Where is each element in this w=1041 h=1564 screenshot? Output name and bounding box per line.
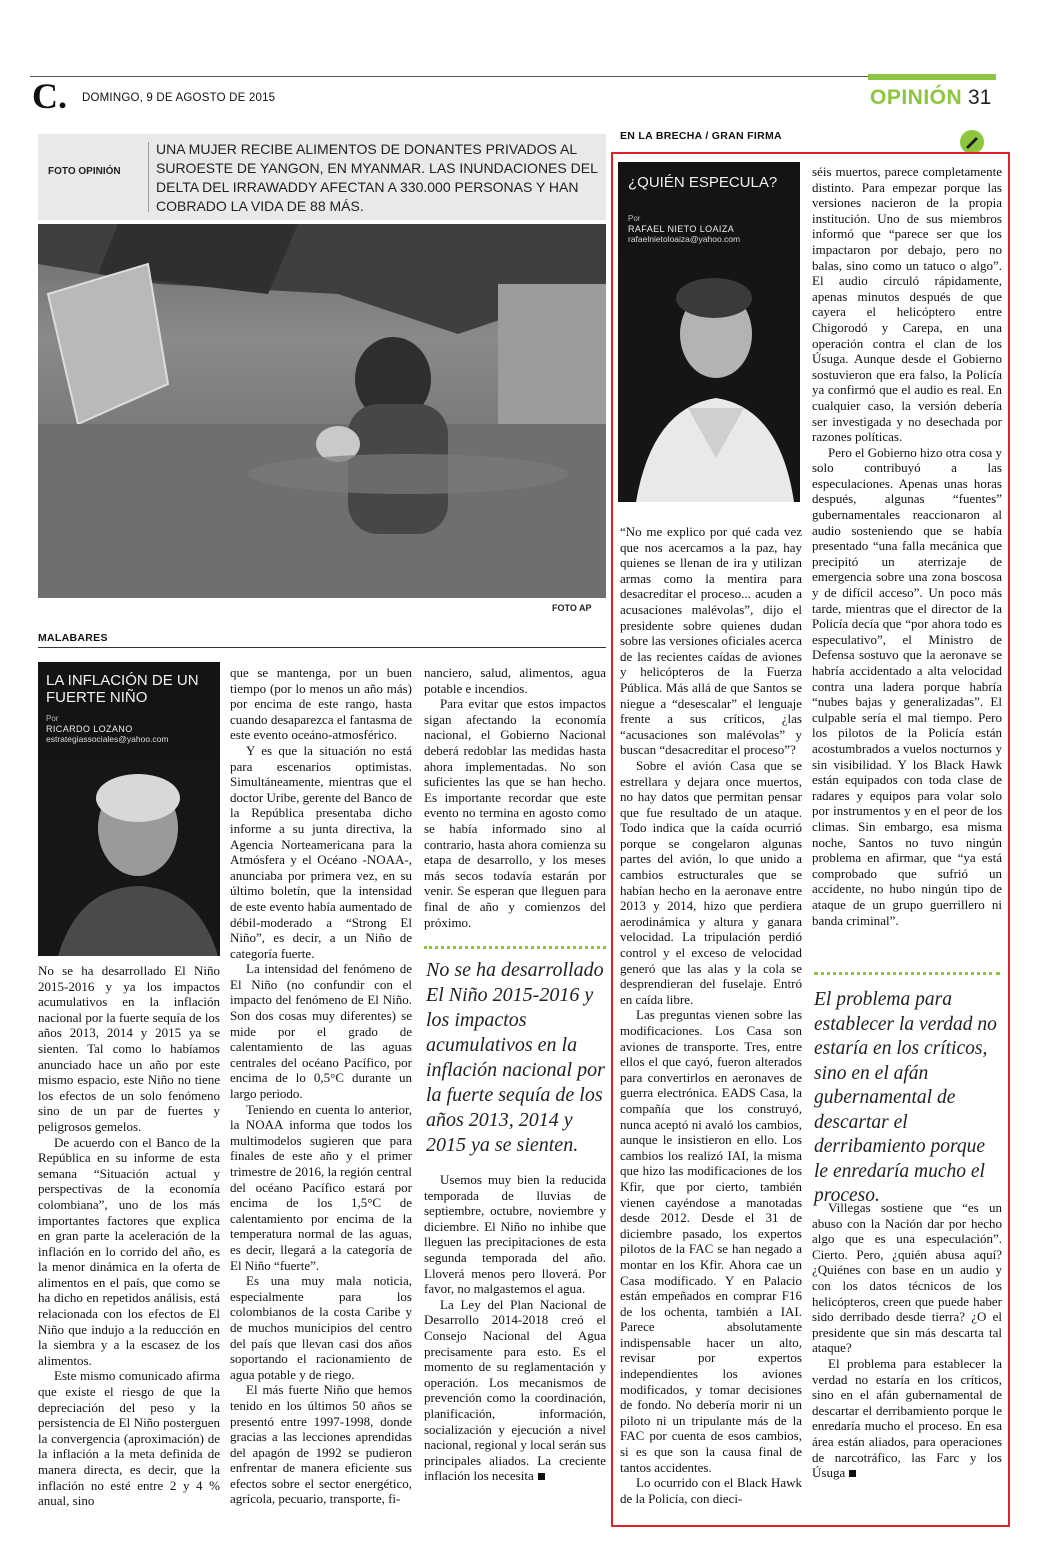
brecha-column-1 (620, 524, 802, 1506)
malabares-email: estrategiassociales@yahoo.com (46, 734, 169, 744)
page-number: 31 (968, 86, 992, 109)
photo-label: FOTO OPINIÓN (48, 166, 121, 177)
green-pen-badge-icon (960, 130, 984, 154)
malabares-col1-p2: De acuerdo con el Banco de la República en su informe de esta semana “Situación actual y perspectivas de la economía colombiana”, uno de los más importantes factores que explica en gran parte la aceleración de la inflación en lo corrido del año, es la menor dinámica en la oferta de alimentos en el país, que como se ha dicho en repetidos análisis, está relacionada con los efectos de El Niño que indujo a la reducción en la siembra y a la escasez de los alimentos. (38, 1134, 220, 1368)
brecha-col2b-p1: Villegas sostiene que “es un abuso con la Nación dar por hecho algo que es una especulación”. Cierto. Pero, ¿quién abusa aquí? ¿Quiénes con base en un audio y con los datos técnicos de los helicópteros, creen que puede haber sido derribado desde tierra? ¿O el presidente que sin más descarta tal ataque? (812, 1200, 1002, 1356)
brecha-col2-p1: séis muertos, parece completamente distinto. Para empezar porque las versiones nacieron de la propia institución. Uno de sus miembros informó que “parece ser que los impactaron por debajo, pero no balas, sino como un tatuco o algo”. El audio circuló rápidamente, apenas minutos después de que cayera el helicóptero entre Chigorodó y Carepa, en una operación contra el clan de los Úsuga. Aunque desde el Gobierno sostuvieron que era falso, la Policía ya confirmó que el audio es real. En cualquier caso, la versión debería ser investigada y no desechada por razones políticas. (812, 164, 1002, 445)
brecha-col1-p4: Lo ocurrido con el Black Hawk de la Policía, con dieci- (620, 1475, 802, 1506)
brecha-column-2b (812, 1200, 1002, 1481)
brecha-pull-rule (814, 972, 1000, 975)
malabares-col2-p1: que se mantenga, por un buen tiempo (por lo menos un año más) por encima de este rango, hasta cuando desaparezca el fantasma de este evento oceáno-atmosférico. (230, 665, 412, 743)
logo-text: C. (32, 76, 67, 116)
brecha-col2-p2: Pero el Gobierno hizo otra cosa y solo contribuyó a las especulaciones. Apenas unas horas después, algunas “fuentes” gubernamentales reaccionaron al audio sosteniendo que se había presentado “una falla mecánica que precipitó un aterrizaje de emergencia sobre una zona boscosa y de difícil acceso”. Un poco más tarde, mientras que el director de la Policía decía que “por ahora todo es especulativo”, el Ministro de Defensa sostuvo que la aeronave se habría accidentado a alta velocidad contra una ladera porque habría “nubes bajas y generalizadas”. El culpable sería el mal tiempo. Pero los pilotos de la Policía están acostumbrados a vuelos nocturnos y sin visibilidad. Y los Black Hawk están equipados con toda clase de radares y equipos para volar solo por instrumentos y en el peor de los climas. Sin embargo, esa misma noche, Santos no tuvo ningún problema en afirmar, que “ya está comprobado que sufrió un accidente, no hubo ningún tipo de ataque de un grupo guerrillero ni banda criminal”. (812, 444, 1003, 928)
brecha-author: RAFAEL NIETO LOAIZA (628, 224, 735, 234)
malabares-col1-p1: No se ha desarrollado El Niño 2015-2016 y ya los impactos acumulativos en la inflación nacional por la fuerte sequía de los años 2013, 2014 y 2015 ya se sienten. Tal como lo habíamos anunciado hace un año por este mismo espacio, este Niño no tiene los efectos de un solo fenómeno sino de un par de fuertes y peligrosos gemelos. (38, 963, 220, 1134)
photo-caption: UNA MUJER RECIBE ALIMENTOS DE DONANTES PRIVADOS AL SUROESTE DE YANGON, EN MYANMAR. LAS INUNDACIONES DEL DELTA DEL IRRAWADDY AFECTAN A 330.000 PERSONAS Y HAN COBRADO LA VIDA DE 88 MÁS. (156, 141, 598, 214)
masthead-date: DOMINGO, 9 DE AGOSTO DE 2015 (82, 92, 276, 104)
malabares-author: RICARDO LOZANO (46, 724, 133, 734)
malabares-column-2 (230, 665, 412, 1507)
photo-caption-divider (148, 142, 149, 212)
photo-credit: FOTO AP (552, 603, 592, 613)
masthead-rule (30, 76, 996, 77)
malabares-col2-p3: La intensidad del fenómeno de El Niño (no confundir con el impacto del fenómeno de El Niño. Son dos cosas muy diferentes) se mide por el grado de calentamiento de las aguas centrales del océano Pacífico, por encima de lo 0,5°C durante un largo periodo. (230, 961, 412, 1102)
brecha-col1-p2: Sobre el avión Casa que se estrellara y dejara once muertos, no hay datos que permitan pensar que fue resultado de un ataque. Todo indica que la caída ocurrió porque se congelaron algunas partes del avión, lo que unido a cambios estructurales que se habían hecho en la aeronave entre 2013 y 2014, hizo que perdiera aerodinámica y altura y ganara velocidad. La tripulación perdió control y el exceso de velocidad generó que las alas y la cola se desprendieran del fuselaje. Entró en caída libre. (620, 757, 802, 1007)
malabares-label: MALABARES (38, 632, 108, 644)
malabares-column-3a (424, 665, 606, 930)
section-name: OPINIÓN (870, 86, 963, 109)
end-mark-icon (538, 1473, 545, 1480)
masthead (30, 76, 996, 116)
brecha-column-2 (812, 164, 1002, 928)
malabares-author-box (38, 662, 220, 956)
malabares-pullquote: No se ha desarrollado El Niño 2015-2016 y los impactos acumulativos en la inflación nacional por la fuerte sequía de los años 2013, 2014 y 2015 ya se sienten. (426, 959, 605, 1156)
malabares-title: LA INFLACIÓN DE UN FUERTE NIÑO (46, 672, 199, 706)
author-portrait-nieto (618, 258, 800, 502)
photo-caption-block (38, 134, 606, 220)
malabares-col3-p2: Para evitar que estos impactos sigan afectando la economía nacional, el Gobierno Nacional deberá redoblar las medidas hasta ahora implementadas. No son suficientes las que se han hecho. Es importante recordar que este evento no termina en agosto como se había informado sino al contrario, hasta ahora comienza su etapa de desarrollo, y los meses más secos todavía estarán por venir. Se esperan que lleguen para final de año y comienzos del próximo. (424, 696, 606, 930)
brecha-col1-p3: Las preguntas vienen sobre las modificaciones. Los Casa son aviones de transporte. Tres, entre ellos el que cayó, fueron alterados para convertirlos en aeronaves de guerra electrónica. EADS Casa, la compañía que los construyó, nunca aceptó ni avaló los cambios, aunque le insistieron en ello. Los cambios los realizó IAI, la misma que hizo las modificaciones de los Kfir, que por cierto, también vienen cayéndose a manotadas desde 2012. Desde el 31 de diciembre pasado, los expertos pilotos de la FAC se han negado a montar en los Kfir. Ahora cae un Casa modificado. Y en Palacio están empeñados en comprar F16 de los ochenta, también a IAI. Parece absolutamente indispensable hacer un alto, revisar por expertos independientes los aviones modificados, y tomar decisiones de fondo. No debería morir ni un piloto ni un tripulante más de la FAC por cuenta de esos cambios, si es que son la causa final de tantos accidentes. (620, 1007, 802, 1475)
brecha-title: ¿QUIÉN ESPECULA? (628, 174, 778, 191)
malabares-col2-p6: El más fuerte Niño que hemos tenido en los últimos 50 años se presentó entre 1997-1998, donde gracias a las lecciones aprendidas del apagón de 1992 se pudieron enfrentar de manera eficiente sus efectos sobre el sector energético, agrícola, pecuario, transporte, fi- (230, 1382, 412, 1507)
malabares-column-1 (38, 963, 220, 1509)
brecha-author-box (618, 162, 800, 502)
brecha-col1-p1: “No me explico por qué cada vez que nos acercamos a la paz, hay quienes se llenan de ira y utilizan armas como la mentira para desacreditar el proceso... acuden a acusaciones malévolas”, dijo el presidente sobre quienes dudan sobre las versiones oficiales acerca de las recientes caídas de aviones y helicópteros de la Fuerza Pública. Más allá de que Santos se niegue a “desescalar” el lenguaje frente a sus críticos, ¿las “acusaciones son malévolas” y buscan “desacreditar el proceso”? (620, 524, 802, 758)
malabares-col3-p1: nanciero, salud, alimentos, agua potable e incendios. (424, 665, 606, 696)
brecha-label: EN LA BRECHA / GRAN FIRMA (620, 130, 782, 142)
section-bar (868, 74, 996, 80)
brecha-col2b-p2 (812, 1356, 1002, 1481)
malabares-col2-p4: Teniendo en cuenta lo anterior, la NOAA informa que todos los multimodelos sugieren que para finales de este año y el primer trimestre de 2016, la región central del océano Pacífico estará por encima de los 1,5°C de calentamiento por encima de la temperatura normal de las aguas, es decir, llegará a la categoría de El Niño “fuerte”. (230, 1101, 412, 1273)
end-mark-icon (849, 1470, 856, 1477)
brecha-pullquote: El problema para establecer la verdad no estaría en los críticos, sino en el afán gubernamental de descartar el derribamiento porque le enredaría mucho el proceso. (814, 989, 997, 1206)
brecha-badge (960, 130, 984, 154)
malabares-col1-p3: Este mismo comunicado afirma que existe el riesgo de que la depreciación del peso y la persistencia de El Niño posterguen la convergencia (aproximación) de la inflación a la meta definida de manera directa, es decir, que la inflación no esté entre 2 y 4 % anual, sino (38, 1368, 220, 1509)
malabares-col3b-p2-text: La Ley del Plan Nacional de Desarrollo 2014-2018 creó el Consejo Nacional del Agua precisamente para esto. Es el momento de su reglamentación y operación. Los mecanismos de prevención como la coordinación, planificación, información, socialización y ejecución a nivel nacional, regional y local serán sus principales aliados. La creciente inflación los necesita (424, 1296, 606, 1484)
author-portrait-lozano (38, 758, 220, 956)
flood-photo (38, 224, 606, 598)
brecha-email: rafaelnietoloaiza@yahoo.com (628, 234, 741, 244)
malabares-rule (38, 647, 606, 648)
malabares-col3b-p1: Usemos muy bien la reducida temporada de lluvias de septiembre, octubre, noviembre y diciembre. El Niño no inhibe que lleguen las precipitaciones de esta segunda temporada del año. Lloverá menos pero lloverá. Por favor, no malgastemos el agua. (424, 1172, 606, 1297)
malabares-col3b-p2 (424, 1297, 606, 1484)
malabares-col2-p5: Es una muy mala noticia, especialmente para los colombianos de la costa Caribe y de muchos municipios del centro del país que llevan casi dos años soportando el racionamiento de agua potable y de riego. (230, 1273, 412, 1382)
flood-photo-art (38, 224, 606, 598)
logo (32, 76, 67, 116)
malabares-by: Por (46, 714, 59, 723)
malabares-col2-p2: Y es que la situación no está para escenarios optimistas. Simultáneamente, mientras que el doctor Uribe, gerente del Banco de la República presentaba dicho informe a su junta directiva, la Agencia Norteamericana para la Atmósfera y el Océano -NOAA-, anunciaba por primera vez, en su último boletín, que la intensidad de este evento había aumentado de débil-moderado a “Strong El Niño”, es decir, a un Niño de categoría fuerte. (230, 742, 412, 961)
brecha-col2b-p2-text: El problema para establecer la verdad no estaría en los críticos, sino en el afán gubernamental de descartar el derribamiento porque le enredaría mucho el proceso. En esa área están aliados, para operaciones de narcotráfico, las Farc y los Úsuga (812, 1355, 1002, 1481)
malabares-column-3b (424, 1172, 606, 1484)
malabares-pull-rule (424, 946, 606, 949)
brecha-by: Por (628, 214, 641, 223)
